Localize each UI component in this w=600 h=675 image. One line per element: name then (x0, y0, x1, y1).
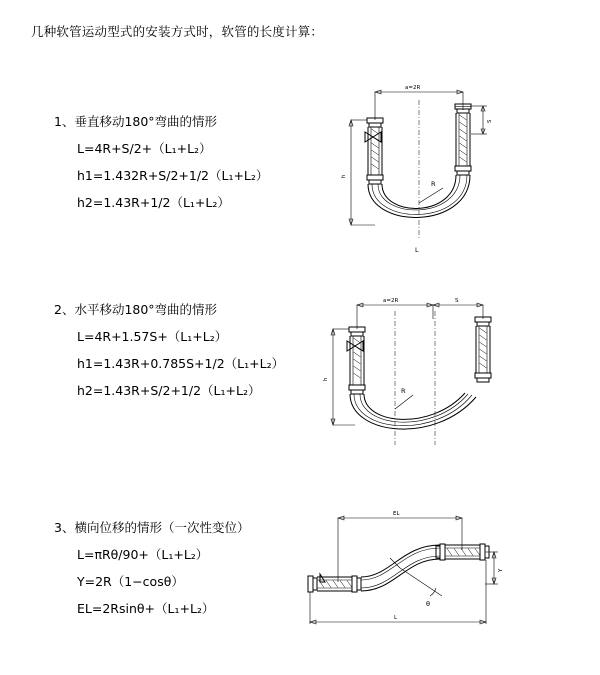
section-2-formula-2: h1=1.43R+0.785S+1/2（L₁+L₂） (77, 356, 285, 371)
svg-text:a=2R: a=2R (405, 85, 421, 91)
figure-3-drawing (290, 500, 505, 640)
section-1-text (54, 112, 268, 220)
section-2-formula-1: L=4R+1.57S+（L₁+L₂） (77, 329, 228, 344)
section-1-formula-2: h1=1.432R+S/2+1/2（L₁+L₂） (77, 168, 269, 183)
svg-text:a=2R: a=2R (383, 298, 399, 304)
svg-text:R: R (401, 387, 406, 395)
figure-2-horizontal-180-bend (315, 285, 505, 465)
svg-text:R: R (431, 180, 436, 188)
section-1-title: 1、垂直移动180°弯曲的情形 (54, 114, 218, 129)
section-1-formula-3: h2=1.43R+1/2（L₁+L₂） (77, 195, 230, 210)
svg-text:L: L (415, 246, 419, 254)
section-3-formula-1: L=πRθ/90+（L₁+L₂） (77, 547, 209, 562)
figure-1-vertical-180-bend (315, 70, 500, 270)
section-2-formula-3: h2=1.43R+S/2+1/2（L₁+L₂） (77, 383, 261, 398)
svg-text:EL: EL (393, 511, 400, 517)
section-3-title: 3、横向位移的情形（一次性变位） (54, 520, 250, 535)
section-1-formula-1: L=4R+S/2+（L₁+L₂） (77, 141, 212, 156)
svg-text:h: h (341, 174, 347, 178)
section-2-text (54, 300, 284, 408)
figure-3-lateral-offset (290, 500, 505, 640)
svg-text:h: h (323, 377, 329, 381)
svg-text:S: S (455, 298, 459, 304)
section-3-formula-3: EL=2Rsinθ+（L₁+L₂） (77, 601, 215, 616)
page-title: 几种软管运动型式的安装方式时，软管的长度计算： (31, 24, 324, 39)
svg-text:Y: Y (498, 568, 504, 572)
svg-text:S: S (487, 119, 493, 123)
svg-text:L: L (394, 615, 398, 621)
section-3-text (54, 518, 249, 626)
figure-1-drawing (315, 70, 500, 270)
figure-2-drawing (315, 285, 505, 465)
section-3-formula-2: Y=2R（1−cosθ） (77, 574, 184, 589)
section-2-title: 2、水平移动180°弯曲的情形 (54, 302, 218, 317)
svg-text:θ: θ (426, 600, 430, 608)
